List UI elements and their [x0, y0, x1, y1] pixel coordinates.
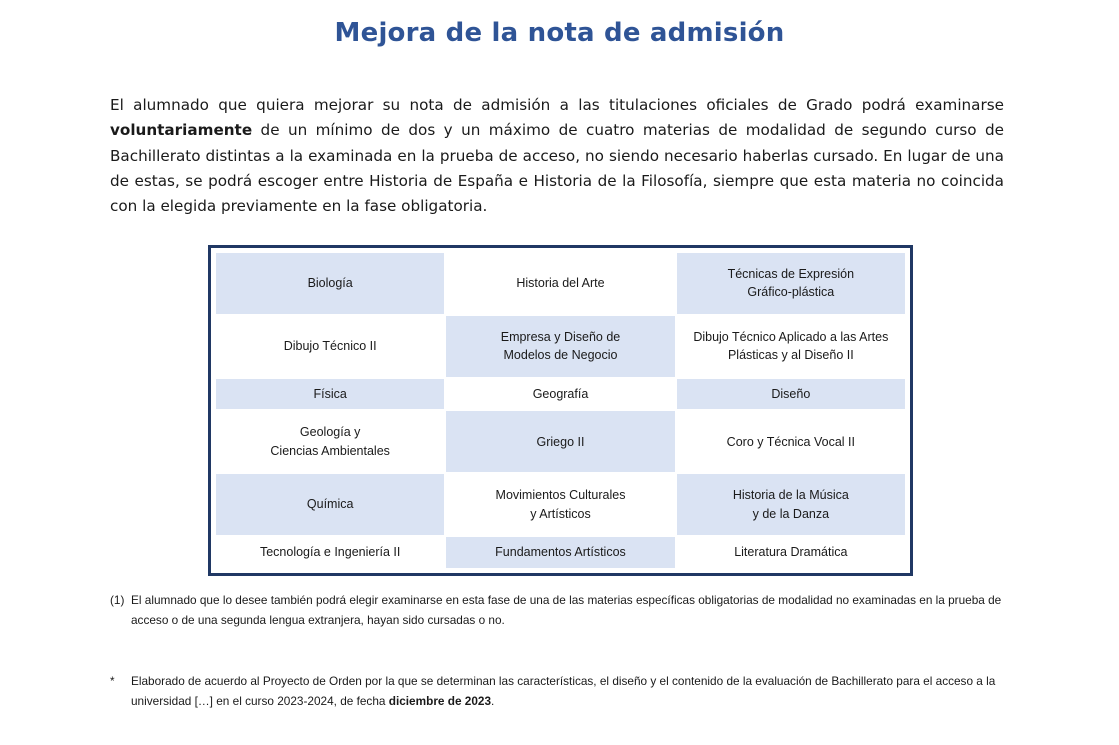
- subject-label: y de la Danza: [752, 506, 830, 521]
- footnote-1-marker: (1): [110, 593, 125, 607]
- subjects-table-frame: [208, 245, 913, 576]
- subject-label: Movimientos Culturales: [495, 488, 626, 503]
- subject-label: y Artísticos: [530, 506, 591, 521]
- subject-label: Diseño: [771, 386, 811, 401]
- subject-label: Empresa y Diseño de: [500, 329, 621, 344]
- intro-text-part2: de un mínimo de dos y un máximo de cuatro materias de modalidad de segundo curso de Bachillerato distintas a la examinada en la prueba de acceso, no siendo necesario haberlas cursado. En lugar de una de estas, se podrá escoger entre Historia de España e Historia de la Filosofía, siempre que esta materia no coincida con la elegida previamente en la fase obligatoria.: [110, 121, 1004, 216]
- table-row: [215, 410, 906, 473]
- table-cell: [445, 410, 675, 473]
- page-title: Mejora de la nota de admisión: [334, 18, 785, 48]
- subject-label: Dibujo Técnico Aplicado a las Artes: [693, 329, 889, 344]
- table-row: [215, 315, 906, 378]
- footnote-1-text: El alumnado que lo desee también podrá elegir examinarse en esta fase de una de las materias específicas obligatorias de modalidad no examinadas en la prueba de acceso o de una segunda lengua extranjera, hayan sido cursadas o no.: [131, 593, 1002, 627]
- table-cell: [445, 252, 675, 315]
- table-cell: [445, 536, 675, 569]
- table-cell: [215, 252, 445, 315]
- table-cell: [676, 378, 906, 411]
- subject-label: Historia del Arte: [516, 276, 605, 291]
- table-cell: [215, 410, 445, 473]
- subject-label: Griego II: [536, 434, 585, 449]
- table-cell: [445, 315, 675, 378]
- subject-label: Modelos de Negocio: [503, 348, 618, 363]
- table-cell: [215, 536, 445, 569]
- subject-label: Geografía: [532, 386, 589, 401]
- footnote-source-part1: Elaborado de acuerdo al Proyecto de Orden por la que se determinan las características, el diseño y el contenido de la evaluación de Bachillerato para el acceso a la universidad […] en el curso 2023-2024, de fecha: [131, 674, 996, 708]
- table-cell: [676, 473, 906, 536]
- footnote-source-part2: .: [491, 694, 495, 708]
- subject-label: Gráfico-plástica: [747, 285, 835, 300]
- subject-label: Geología y: [299, 425, 361, 440]
- footnote-source-marker: *: [110, 674, 115, 688]
- subject-label: Historia de la Música: [732, 488, 849, 503]
- table-cell: [215, 315, 445, 378]
- subject-label: Química: [306, 497, 354, 512]
- subject-label: Dibujo Técnico II: [283, 338, 377, 353]
- subject-label: Biología: [307, 276, 353, 291]
- table-cell: [215, 473, 445, 536]
- footnote-source: [110, 671, 1010, 711]
- table-row: [215, 473, 906, 536]
- table-cell: [676, 315, 906, 378]
- subject-label: Ciencias Ambientales: [270, 443, 390, 458]
- footnote-source-text: [131, 671, 1010, 711]
- footnote-source-date: diciembre de 2023: [388, 694, 492, 708]
- table-row: [215, 252, 906, 315]
- subject-label: Técnicas de Expresión: [727, 266, 855, 281]
- subject-label: Tecnología e Ingeniería II: [259, 545, 401, 560]
- intro-text-part1: El alumnado que quiera mejorar su nota de admisión a las titulaciones oficiales de Grado podrá examinarse: [110, 96, 1004, 114]
- footnote-1: [110, 590, 1010, 630]
- table-row: [215, 378, 906, 411]
- intro-paragraph: [110, 93, 1004, 219]
- subject-label: Coro y Técnica Vocal II: [726, 434, 855, 449]
- table-cell: [676, 410, 906, 473]
- subject-label: Literatura Dramática: [734, 545, 848, 560]
- table-cell: [445, 378, 675, 411]
- subject-label: Fundamentos Artísticos: [495, 545, 626, 560]
- table-cell: [676, 252, 906, 315]
- subjects-table: [214, 251, 907, 570]
- table-cell: [445, 473, 675, 536]
- subjects-table-body: [215, 252, 906, 569]
- subject-label: Plásticas y al Diseño II: [727, 348, 854, 363]
- table-row: [215, 536, 906, 569]
- intro-bold-word: voluntariamente: [110, 121, 253, 140]
- subject-label: Física: [313, 386, 347, 401]
- table-cell: [676, 536, 906, 569]
- table-cell: [215, 378, 445, 411]
